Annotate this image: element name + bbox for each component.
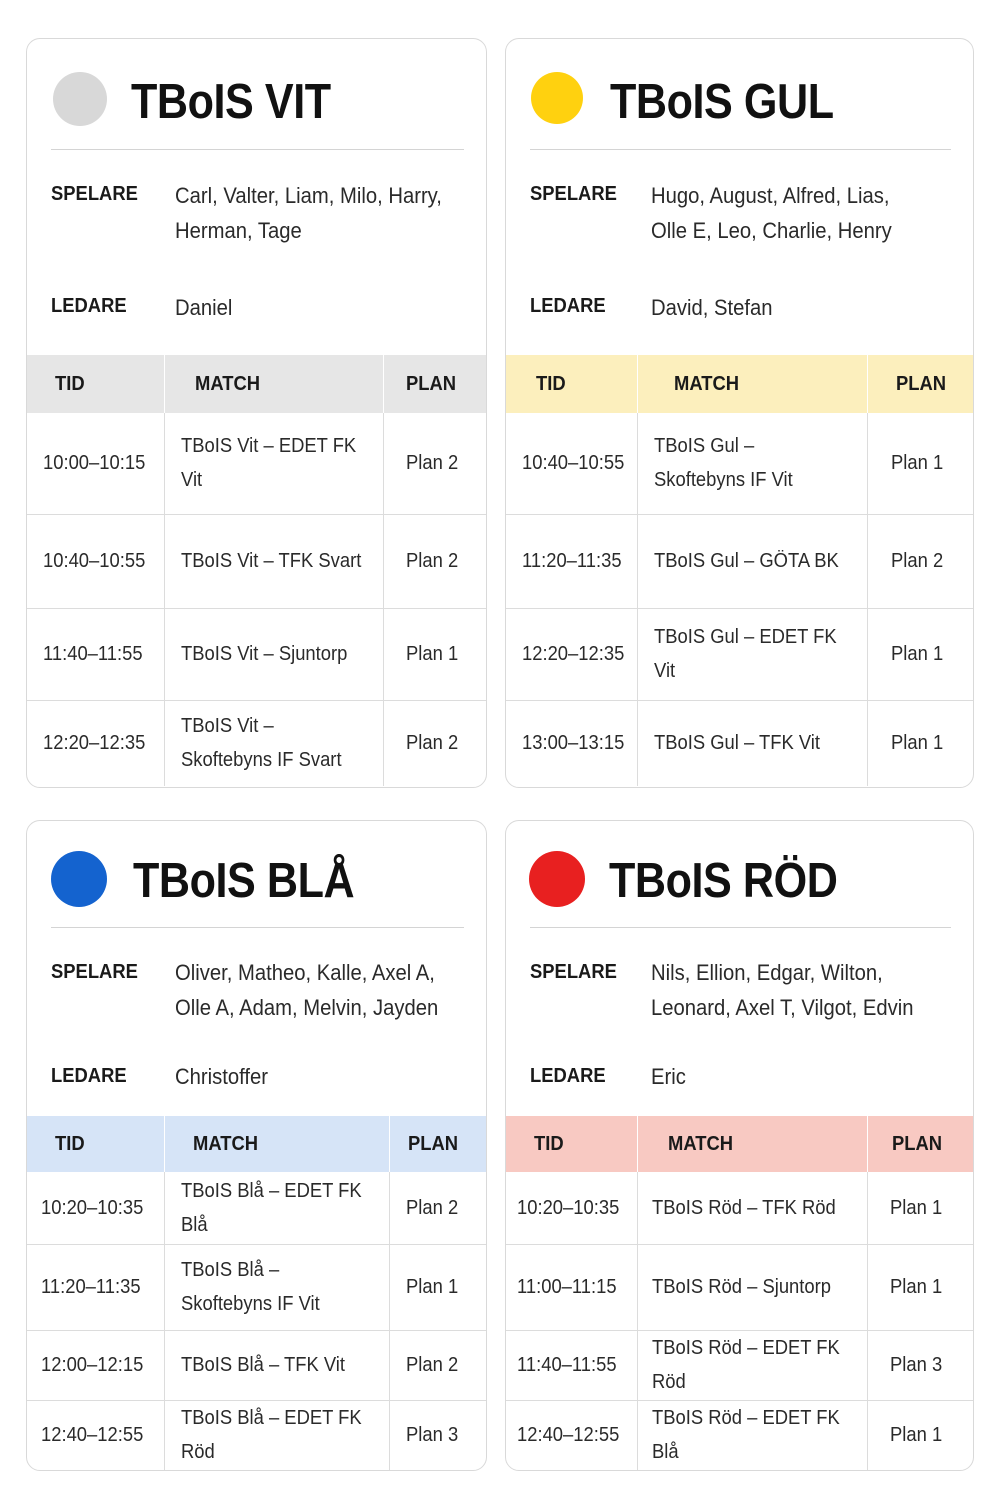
leaders-label: LEDARE — [530, 1065, 606, 1087]
table-row — [27, 1400, 486, 1470]
leaders-label: LEDARE — [51, 295, 127, 317]
match-teams: TBoIS Gul – GÖTA BK — [637, 514, 867, 608]
match-teams: TBoIS Röd – TFK Röd — [637, 1172, 867, 1244]
table-row — [27, 413, 486, 514]
team-color-dot — [531, 72, 583, 124]
column-header-field: PLAN — [383, 355, 486, 413]
team-color-dot — [529, 851, 585, 907]
match-teams: TBoIS Vit – EDET FK Vit — [164, 413, 383, 514]
match-time: 10:40–10:55 — [27, 514, 164, 608]
leaders-list: Daniel — [175, 295, 233, 320]
column-header-time: TID — [506, 355, 637, 413]
table-row — [506, 1172, 973, 1244]
match-time: 10:20–10:35 — [27, 1172, 164, 1244]
schedule-table — [27, 1116, 486, 1470]
match-teams: TBoIS Vit – Skoftebyns IF Svart — [164, 700, 383, 786]
team-color-dot — [53, 72, 107, 126]
players-label: SPELARE — [530, 961, 617, 983]
players-label: SPELARE — [51, 961, 138, 983]
team-card-bla — [26, 820, 487, 1471]
team-title: TBoIS GUL — [610, 75, 834, 129]
divider — [530, 149, 951, 150]
schedule-table — [506, 1116, 973, 1470]
match-field: Plan 2 — [405, 452, 458, 475]
match-field: Plan 1 — [383, 608, 486, 700]
team-card-vit — [26, 38, 487, 788]
match-field: Plan 1 — [389, 1244, 486, 1330]
column-header-match: MATCH — [637, 355, 867, 413]
column-header-match: MATCH — [164, 1116, 389, 1172]
table-row — [506, 514, 973, 608]
schedule-header-row — [27, 355, 486, 413]
team-color-dot — [51, 851, 107, 907]
match-teams: TBoIS Vit – TFK Svart — [164, 514, 383, 608]
match-teams: TBoIS Gul – TFK Vit — [637, 700, 867, 786]
table-row — [27, 700, 486, 786]
match-field: Plan 3 — [867, 1330, 973, 1400]
players-list: Nils, Ellion, Edgar, Wilton, Leonard, Axel T, Vilgot, Edvin — [651, 960, 914, 1020]
column-header-time: TID — [27, 355, 164, 413]
match-field: Plan 1 — [867, 700, 973, 786]
divider — [51, 927, 464, 928]
match-time: 11:20–11:35 — [506, 514, 637, 608]
match-teams: TBoIS Gul – Skoftebyns IF Vit — [637, 413, 867, 514]
column-header-time: TID — [506, 1116, 637, 1172]
match-teams: TBoIS Gul – EDET FK Vit — [637, 608, 867, 700]
match-field: Plan 2 — [405, 1196, 458, 1219]
schedule-header-row — [506, 1116, 973, 1172]
match-field: Plan 2 — [383, 700, 486, 786]
table-row — [506, 700, 973, 786]
players-list: Hugo, August, Alfred, Lias, Olle E, Leo, Charlie, Henry — [651, 183, 892, 243]
schedule-table — [27, 355, 486, 786]
match-time: 11:20–11:35 — [27, 1244, 164, 1330]
match-teams: TBoIS Röd – EDET FK Röd — [637, 1330, 867, 1400]
table-row — [27, 1330, 486, 1400]
match-time: 12:00–12:15 — [27, 1330, 164, 1400]
leaders-label: LEDARE — [51, 1065, 127, 1087]
match-field: Plan 1 — [867, 1244, 973, 1330]
match-time: 12:20–12:35 — [27, 700, 164, 786]
match-time: 11:40–11:55 — [506, 1330, 637, 1400]
column-header-match: MATCH — [637, 1116, 867, 1172]
match-teams: TBoIS Blå – EDET FK Blå — [164, 1172, 389, 1244]
table-row — [27, 1244, 486, 1330]
column-header-time: TID — [27, 1116, 164, 1172]
players-list: Oliver, Matheo, Kalle, Axel A, Olle A, Adam, Melvin, Jayden — [175, 960, 439, 1020]
column-header-field: PLAN — [389, 1116, 486, 1172]
match-time: 10:40–10:55 — [506, 413, 637, 514]
match-field: Plan 1 — [890, 452, 943, 475]
table-row — [27, 514, 486, 608]
divider — [530, 927, 951, 928]
leaders-label: LEDARE — [530, 295, 606, 317]
divider — [51, 149, 464, 150]
schedule-header-row — [27, 1116, 486, 1172]
match-field: Plan 3 — [389, 1400, 486, 1470]
match-field: Plan 1 — [867, 1400, 973, 1470]
table-row — [506, 413, 973, 514]
schedule-header-row — [506, 355, 973, 413]
match-time: 11:00–11:15 — [506, 1244, 637, 1330]
match-time: 12:20–12:35 — [506, 608, 637, 700]
match-time: 12:40–12:55 — [506, 1400, 637, 1470]
match-field: Plan 2 — [383, 514, 486, 608]
match-teams: TBoIS Röd – Sjuntorp — [637, 1244, 867, 1330]
team-title: TBoIS BLÅ — [133, 854, 355, 908]
match-field: Plan 2 — [389, 1330, 486, 1400]
column-header-match: MATCH — [164, 355, 383, 413]
match-teams: TBoIS Blå – TFK Vit — [164, 1330, 389, 1400]
match-time: 10:20–10:35 — [506, 1172, 637, 1244]
match-teams: TBoIS Röd – EDET FK Blå — [637, 1400, 867, 1470]
match-teams: TBoIS Blå – EDET FK Röd — [164, 1400, 389, 1470]
players-label: SPELARE — [51, 183, 138, 205]
team-title: TBoIS RÖD — [609, 854, 838, 908]
team-title: TBoIS VIT — [131, 75, 331, 129]
match-field: Plan 1 — [867, 608, 973, 700]
match-field: Plan 1 — [889, 1196, 942, 1219]
team-card-gul — [505, 38, 974, 788]
match-field: Plan 2 — [867, 514, 973, 608]
match-time: 13:00–13:15 — [506, 700, 637, 786]
table-row — [506, 608, 973, 700]
table-row — [506, 1330, 973, 1400]
match-teams: TBoIS Blå – Skoftebyns IF Vit — [164, 1244, 389, 1330]
table-row — [27, 1172, 486, 1244]
table-row — [506, 1400, 973, 1470]
match-time: 12:40–12:55 — [27, 1400, 164, 1470]
players-list: Carl, Valter, Liam, Milo, Harry, Herman, Tage — [175, 183, 442, 243]
column-header-field: PLAN — [867, 355, 973, 413]
table-row — [506, 1244, 973, 1330]
team-card-rod — [505, 820, 974, 1471]
schedule-table — [506, 355, 973, 786]
leaders-list: Christoffer — [175, 1064, 268, 1089]
column-header-field: PLAN — [867, 1116, 973, 1172]
match-time: 10:00–10:15 — [27, 413, 164, 514]
leaders-list: David, Stefan — [651, 295, 773, 320]
match-teams: TBoIS Vit – Sjuntorp — [164, 608, 383, 700]
match-time: 11:40–11:55 — [27, 608, 164, 700]
leaders-list: Eric — [651, 1064, 686, 1089]
players-label: SPELARE — [530, 183, 617, 205]
table-row — [27, 608, 486, 700]
